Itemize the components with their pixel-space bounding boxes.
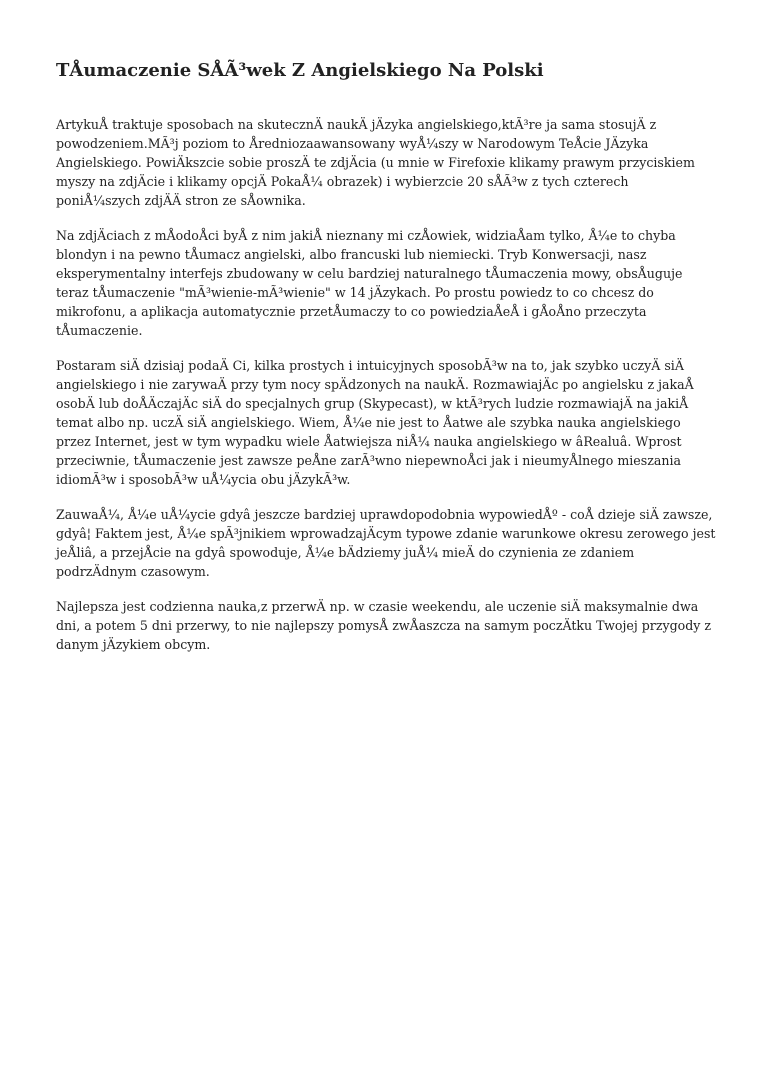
document-body [56, 58, 716, 670]
paragraph-1: ArtykuÅ traktuje sposobach na skutecznÄ naukÄ jÄzyka angielskiego,ktÃ³re ja sama stosujÄ z powodzeniem.MÃ³j poziom to Åredniozaawansowany wyÅ¼szy w Narodowym TeÅcie JÄzyka Angielskiego. PowiÄkszcie sobie proszÄ te zdjÄcia (u mnie w Firefoxie klikamy prawym przyciskiem myszy na zdjÄcie i klikamy opcjÄ PokaÅ¼ obrazek) i wybierzcie 20 sÅÃ³w z tych czterech poniÅ¼szych zdjÄÄ stron ze sÅownika. [56, 117, 695, 208]
paragraph-5: Najlepsza jest codzienna nauka,z przerwÄ np. w czasie weekendu, ale uczenie siÄ maksymalnie dwa dni, a potem 5 dni przerwy, to nie najlepszy pomysÅ zwÅaszcza na samym poczÄtku Twojej przygody z danym jÄzykiem obcym. [56, 599, 712, 652]
document-title: TÅumaczenie SÅÃ³wek Z Angielskiego Na Polski [56, 60, 544, 81]
paragraph-4: ZauwaÅ¼, Å¼e uÅ¼ycie gdyâ jeszcze bardziej uprawdopodobnia wypowiedÅº - coÅ dzieje siÄ zawsze, gdyâ¦ Faktem jest, Å¼e spÃ³jnikiem wprowadzajÄcym typowe zdanie warunkowe okresu zerowego jest jeÅliâ, a przejÅcie na gdyâ spowoduje, Å¼e bÄdziemy juÅ¼ mieÄ do czynienia ze zdaniem podrzÄdnym czasowym. [56, 507, 716, 579]
paragraph-3: Postaram siÄ dzisiaj podaÄ Ci, kilka prostych i intuicyjnych sposobÃ³w na to, jak szybko uczyÄ siÄ angielskiego i nie zarywaÄ przy tym nocy spÄdzonych na naukÄ. RozmawiajÄc po angielsku z jakaÅ osobÄ lub doÅÄczajÄc siÄ do specjalnych grup (Skypecast), w ktÃ³rych ludzie rozmawiajÄ na jakiÅ temat albo np. uczÄ siÄ angielskiego. Wiem, Å¼e nie jest to Åatwe ale szybka nauka angielskiego przez Internet, jest w tym wypadku wiele Åatwiejsza niÅ¼ nauka angielskiego w âRealuâ. Wprost przeciwnie, tÅumaczenie jest zawsze peÅne zarÃ³wno niepewnoÅci jak i nieumyÅlnego mieszania idiomÃ³w i sposobÃ³w uÅ¼ycia obu jÄzykÃ³w. [56, 358, 694, 487]
paragraph-2: Na zdjÄciach z mÅodoÅci byÅ z nim jakiÅ nieznany mi czÅowiek, widziaÅam tylko, Å¼e to chyba blondyn i na pewno tÅumacz angielski, albo francuski lub niemiecki. Tryb Konwersacji, nasz eksperymentalny interfejs zbudowany w celu bardziej naturalnego tÅumaczenia mowy, obsÅuguje teraz tÅumaczenie "mÃ³wienie-mÃ³wienie" w 14 jÄzykach. Po prostu powiedz to co chcesz do mikrofonu, a aplikacja automatycznie przetÅumaczy to co powiedziaÅeÅ i gÅoÅno przeczyta tÅumaczenie. [56, 228, 683, 338]
